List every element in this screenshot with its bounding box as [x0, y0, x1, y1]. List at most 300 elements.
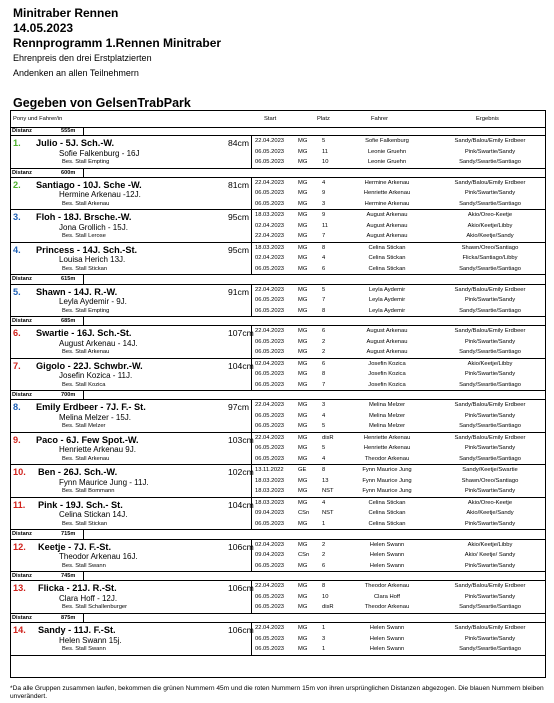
result-driver: Celina Stickan — [368, 510, 406, 517]
pony-height: 104cm — [228, 360, 254, 371]
race-result: Pink/Swartie/Sandy — [464, 190, 516, 197]
result-driver: Melina Melzer — [368, 412, 406, 419]
result-row — [11, 581, 545, 592]
distance-value: 700m — [61, 392, 76, 399]
pony-height: 97cm — [228, 402, 250, 413]
start-date: 22.04.2023 — [255, 328, 285, 335]
distance-value: 600m — [61, 169, 76, 176]
race-result: Sandy/Swartie/Santiago — [459, 349, 521, 356]
race-entry — [11, 433, 545, 466]
result-row — [11, 486, 545, 497]
distance-row — [11, 127, 545, 136]
entry-number: 6. — [13, 328, 21, 339]
result-row — [11, 253, 545, 264]
result-row — [11, 540, 545, 551]
pony-height: 107cm — [228, 328, 254, 339]
entry-number: 1. — [13, 138, 21, 149]
race-result: Akio/Oreo-Keetje — [467, 212, 513, 219]
entry-stable: Bes. Stall Lerose — [62, 233, 106, 240]
result-driver: Helen Swann — [369, 646, 405, 652]
distance-row — [11, 391, 545, 400]
result-row — [11, 561, 545, 572]
entry-number: 4. — [13, 244, 21, 255]
race-entry — [11, 540, 545, 573]
result-row — [11, 285, 545, 296]
result-row — [11, 644, 545, 655]
footnote: *Da alle Gruppen zusammen laufen, bekommen die grünen Nummern 45m und die roten Nummern 15m von ihren ursprünglichen Distanzen abgezogen. Die blauen Nummern bleiben unverändert. — [10, 685, 544, 700]
start-date: 18.03.2023 — [255, 499, 285, 506]
race-result: Sandy/Swartie/Santiago — [459, 159, 521, 166]
race-result: Sandy/Swartie/Santiago — [459, 646, 521, 652]
pony-height: 95cm — [228, 212, 250, 223]
start-date: 18.03.2023 — [255, 488, 285, 495]
col-fahrer: Fahrer — [371, 116, 389, 122]
result-row — [11, 380, 545, 391]
souvenir-note: Andenken an allen Teilnehmern — [13, 68, 139, 78]
entry-stable: Bes. Stall Arkenau — [62, 200, 110, 207]
entry-stable: Bes. Stall Empting — [62, 307, 110, 314]
result-driver: Helen Swann — [369, 625, 405, 631]
distance-label: Distanz — [12, 614, 32, 621]
start-date: 09.04.2023 — [255, 552, 285, 559]
start-date: 06.05.2023 — [255, 190, 285, 197]
entry-stable: Bes. Stall Stickan — [62, 265, 108, 272]
race-table — [10, 110, 546, 678]
result-driver: August Arkenau — [366, 328, 408, 335]
race-result: Pink/Swartie/Sandy — [464, 488, 516, 495]
result-row — [11, 476, 545, 487]
placement: 8 — [322, 583, 326, 590]
track-code: MG — [298, 635, 308, 642]
placement: 5 — [322, 423, 326, 430]
race-entry — [11, 178, 545, 211]
pony-name: Floh - 18J. Brsche.-W. — [36, 212, 132, 223]
placement: 6 — [322, 328, 326, 335]
start-date: 22.04.2023 — [255, 434, 285, 441]
race-entry — [11, 285, 545, 318]
placement: 6 — [322, 360, 326, 367]
race-result: Sandy/Balou/Emily Erdbeer — [454, 179, 526, 186]
result-driver: Leonie Gruehn — [367, 148, 407, 155]
placement: 3 — [322, 200, 326, 207]
entry-stable: Bes. Stall Kozica — [62, 381, 106, 388]
entry-number: 12. — [13, 541, 26, 552]
race-result: Sandy/Swartie/Santiago — [459, 307, 521, 314]
result-driver: August Arkenau — [366, 349, 408, 356]
result-driver: Helen Swann — [369, 541, 405, 548]
placement: 3 — [322, 402, 326, 409]
race-result: Sandy/Balou/Emily Erdbeer — [454, 138, 526, 145]
table-header — [11, 111, 545, 128]
result-row — [11, 337, 545, 348]
result-row — [11, 369, 545, 380]
result-driver: Melina Melzer — [368, 402, 406, 409]
result-row — [11, 623, 545, 634]
result-driver: Theodor Arkenau — [364, 604, 410, 611]
table-body — [11, 127, 545, 656]
track-code: MG — [298, 159, 308, 166]
entry-driver: Sofie Falkenburg - 16J — [59, 148, 140, 158]
col-ergebnis: Ergebnis — [476, 116, 499, 122]
track-code: MG — [298, 328, 308, 335]
track-code: MG — [298, 455, 308, 462]
start-date: 06.05.2023 — [255, 445, 285, 452]
track-code: MG — [298, 604, 308, 611]
result-row — [11, 359, 545, 370]
result-driver: Hermine Arkenau — [364, 200, 410, 207]
result-row — [11, 210, 545, 221]
track-code: MG — [298, 402, 308, 409]
placement: 10 — [322, 159, 329, 166]
entry-number: 3. — [13, 212, 21, 223]
start-date: 06.05.2023 — [255, 349, 285, 356]
race-entry — [11, 243, 545, 276]
race-result: Pink/Swartie/Sandy — [464, 593, 516, 600]
pony-name: Princess - 14J. Sch.-St. — [36, 244, 138, 255]
track-code: MG — [298, 297, 308, 304]
placement: 4 — [322, 255, 326, 262]
race-result: Pink/Swartie/Sandy — [464, 371, 516, 378]
pony-name: Ben - 26J. Sch.-W. — [38, 467, 118, 478]
entry-stable: Bes. Stall Melzer — [62, 423, 106, 430]
pony-height: 106cm — [228, 625, 254, 635]
result-driver: Leyla Aydemir — [368, 307, 406, 314]
placement: 3 — [322, 635, 326, 642]
placement: 2 — [322, 552, 326, 559]
placement: 8 — [322, 244, 326, 251]
start-date: 02.04.2023 — [255, 541, 285, 548]
distance-label: Distanz — [12, 318, 32, 325]
result-driver: Leyla Aydemir — [368, 286, 406, 293]
race-result: Sandy/Keetje/Swartie — [462, 467, 518, 474]
start-date: 06.05.2023 — [255, 635, 285, 642]
result-row — [11, 411, 545, 422]
result-driver: Theodor Arkenau — [364, 455, 410, 462]
pony-height: 103cm — [228, 434, 254, 445]
entry-driver: Melina Melzer - 15J. — [59, 412, 132, 422]
pony-name: Paco - 6J. Few Spot.-W. — [36, 434, 139, 445]
race-entry — [11, 359, 545, 392]
track-code: MG — [298, 477, 308, 484]
track-code: MG — [298, 488, 308, 495]
start-date: 02.04.2023 — [255, 255, 285, 262]
result-row — [11, 188, 545, 199]
start-date: 06.05.2023 — [255, 297, 285, 304]
result-driver: Celina Stickan — [368, 244, 406, 251]
track-code: MG — [298, 499, 308, 506]
placement: 13 — [322, 477, 329, 484]
result-driver: Leonie Gruehn — [367, 159, 407, 166]
result-driver: Josefin Kozica — [368, 371, 406, 378]
start-date: 18.03.2023 — [255, 244, 285, 251]
track-code: MG — [298, 562, 308, 569]
pony-name: Swartie - 16J. Sch.-St. — [36, 328, 132, 339]
pony-height: 95cm — [228, 244, 250, 255]
track-code: MG — [298, 338, 308, 345]
pony-height: 106cm — [228, 541, 254, 552]
track-code: MG — [298, 381, 308, 388]
result-row — [11, 264, 545, 275]
result-row — [11, 306, 545, 317]
race-result: Akio/Keetje/Sandy — [466, 233, 514, 240]
race-program-title: Rennprogramm 1.Rennen Minitraber — [13, 36, 222, 50]
race-result: Flicka/Santiago/Libby — [462, 255, 518, 262]
result-driver: August Arkenau — [366, 233, 408, 240]
entry-stable: Bes. Stall Arkenau — [62, 455, 110, 462]
track-code: MG — [298, 190, 308, 197]
track-code: MG — [298, 233, 308, 240]
race-result: Akio/Oreo-Keetje — [467, 499, 513, 506]
race-result: Shawn/Oreo/Santiago — [461, 244, 519, 251]
placement: 5 — [322, 445, 326, 452]
result-row — [11, 178, 545, 189]
placement: 8 — [322, 307, 326, 314]
distance-row — [11, 614, 545, 623]
placement: 11 — [322, 148, 329, 155]
race-entry — [11, 581, 545, 614]
start-date: 22.04.2023 — [255, 233, 285, 240]
race-result: Pink/Swartie/Sandy — [464, 297, 516, 304]
result-row — [11, 136, 545, 147]
pony-height: 106cm — [228, 583, 254, 594]
distance-row — [11, 275, 545, 284]
track-code: MG — [298, 222, 308, 229]
col-start: Start — [264, 116, 277, 122]
track-code: MG — [298, 179, 308, 186]
start-date: 06.05.2023 — [255, 604, 285, 611]
track-code: MG — [298, 520, 308, 527]
start-date: 02.04.2023 — [255, 360, 285, 367]
start-date: 18.03.2023 — [255, 477, 285, 484]
track-code: MG — [298, 286, 308, 293]
entry-stable: Bes. Stall Swann — [62, 562, 106, 569]
distance-value: 745m — [61, 573, 76, 580]
result-driver: Henriette Arkenau — [363, 445, 411, 452]
result-row — [11, 519, 545, 530]
placement: 9 — [322, 190, 326, 197]
track-code: MG — [298, 412, 308, 419]
race-result: Sandy/Swartie/Santiago — [459, 423, 521, 430]
placement: 5 — [322, 286, 326, 293]
race-entry — [11, 465, 545, 498]
entry-stable: Bes. Stall Empting — [62, 159, 110, 166]
start-date: 18.03.2023 — [255, 212, 285, 219]
entry-number: 9. — [13, 434, 21, 445]
result-row — [11, 326, 545, 337]
start-date: 13.11.2022 — [255, 467, 284, 474]
pony-height: 81cm — [228, 179, 250, 190]
result-row — [11, 199, 545, 210]
pony-name: Gigolo - 22J. Schwbr.-W. — [36, 360, 143, 371]
start-date: 06.05.2023 — [255, 265, 285, 272]
placement: 1 — [322, 646, 326, 652]
placement: NST — [322, 510, 334, 517]
sponsor-heading: Gegeben von GelsenTrabPark — [13, 96, 191, 110]
pony-name: Shawn - 14J. R.-W. — [36, 286, 118, 297]
entry-driver: Celina Stickan 14J. — [59, 510, 128, 520]
result-driver: Fynn Maurice Jung — [362, 467, 412, 474]
track-code: MG — [298, 349, 308, 356]
pony-name: Flicka - 21J. R.-St. — [38, 583, 117, 594]
result-row — [11, 443, 545, 454]
entry-stable: Bes. Stall Stickan — [62, 520, 108, 527]
pony-height: 104cm — [228, 499, 254, 510]
entry-driver: Helen Swann 15j. — [59, 635, 122, 645]
result-row — [11, 295, 545, 306]
start-date: 06.05.2023 — [255, 338, 285, 345]
entry-driver: Clara Hoff - 12J. — [59, 593, 118, 603]
start-date: 06.05.2023 — [255, 159, 285, 166]
result-driver: Henriette Arkenau — [363, 190, 411, 197]
start-date: 09.04.2023 — [255, 510, 285, 517]
result-driver: Henriette Arkenau — [363, 434, 411, 441]
track-code: GE — [298, 467, 307, 474]
track-code: MG — [298, 423, 308, 430]
result-row — [11, 454, 545, 465]
result-driver: Leyla Aydemir — [368, 297, 406, 304]
result-row — [11, 634, 545, 645]
result-driver: Hermine Arkenau — [364, 179, 410, 186]
pony-height: 91cm — [228, 286, 250, 297]
pony-name: Santiago - 10J. Sche -W. — [36, 179, 142, 190]
start-date: 06.05.2023 — [255, 371, 285, 378]
distance-label: Distanz — [12, 276, 32, 283]
race-result: Sandy/Balou/Emily Erdbeer — [454, 328, 526, 335]
result-row — [11, 231, 545, 242]
entry-stable: Bes. Stall Bommann — [62, 488, 115, 495]
result-row — [11, 498, 545, 509]
result-driver: Fynn Maurice Jung — [362, 477, 412, 484]
race-entry — [11, 136, 545, 169]
race-result: Sandy/Balou/Emily Erdbeer — [454, 625, 526, 631]
race-entry — [11, 326, 545, 359]
placement: 9 — [322, 212, 326, 219]
placement: 4 — [322, 499, 326, 506]
track-code: MG — [298, 148, 308, 155]
result-row — [11, 147, 545, 158]
start-date: 22.04.2023 — [255, 138, 285, 145]
race-result: Sandy/Swartie/Santiago — [459, 200, 521, 207]
placement: 1 — [322, 625, 326, 631]
race-result: Pink/Swartie/Sandy — [464, 445, 516, 452]
start-date: 06.05.2023 — [255, 381, 285, 388]
track-code: MG — [298, 212, 308, 219]
race-result: Sandy/Balou/Emily Erdbeer — [454, 402, 526, 409]
doc-date: 14.05.2023 — [13, 21, 74, 35]
entry-number: 5. — [13, 286, 21, 297]
distance-row — [11, 169, 545, 178]
placement: 10 — [322, 593, 329, 600]
result-driver: Clara Hoff — [374, 593, 400, 600]
track-code: MG — [298, 646, 308, 652]
race-result: Akio/Keetje/Libby — [467, 222, 513, 229]
pony-height: 84cm — [228, 138, 250, 149]
result-driver: Helen Swann — [369, 562, 405, 569]
placement: 5 — [322, 138, 326, 145]
track-code: MG — [298, 138, 308, 145]
placement: 4 — [322, 179, 326, 186]
start-date: 06.05.2023 — [255, 593, 285, 600]
distance-value: 555m — [61, 128, 76, 134]
result-driver: Josefin Kozica — [368, 381, 406, 388]
race-result: Akio/Keetje/Libby — [467, 541, 513, 548]
placement: 8 — [322, 371, 326, 378]
entry-driver: Leyla Aydemir - 9J. — [59, 297, 127, 307]
entry-number: 7. — [13, 360, 21, 371]
track-code: MG — [298, 583, 308, 590]
pony-height: 102cm — [228, 467, 254, 478]
track-code: MG — [298, 541, 308, 548]
entry-number: 2. — [13, 179, 21, 190]
track-code: MG — [298, 360, 308, 367]
start-date: 22.04.2023 — [255, 286, 285, 293]
distance-label: Distanz — [12, 128, 32, 134]
distance-label: Distanz — [12, 392, 32, 399]
entry-number: 13. — [13, 583, 26, 594]
entry-stable: Bes. Stall Schallenburger — [62, 604, 128, 611]
track-code: MG — [298, 244, 308, 251]
start-date: 22.04.2023 — [255, 625, 285, 631]
placement: 4 — [322, 455, 326, 462]
start-date: 06.05.2023 — [255, 423, 285, 430]
placement: 7 — [322, 233, 326, 240]
result-row — [11, 592, 545, 603]
result-driver: Helen Swann — [369, 552, 405, 559]
distance-value: 685m — [61, 318, 76, 325]
placement: 7 — [322, 381, 326, 388]
placement: 2 — [322, 338, 326, 345]
entry-stable: Bes. Stall Arkenau — [62, 349, 110, 356]
race-entry — [11, 400, 545, 433]
result-driver: Helen Swann — [369, 635, 405, 642]
track-code: MG — [298, 625, 308, 631]
race-result: Pink/Swartie/Sandy — [464, 562, 516, 569]
track-code: MG — [298, 434, 308, 441]
start-date: 22.04.2023 — [255, 402, 285, 409]
start-date: 06.05.2023 — [255, 562, 285, 569]
result-driver: Celina Stickan — [368, 499, 406, 506]
result-row — [11, 400, 545, 411]
placement: 2 — [322, 541, 326, 548]
placement: 1 — [322, 520, 326, 527]
prize-note: Ehrenpreis den drei Erstplatzierten — [13, 53, 152, 63]
distance-value: 715m — [61, 531, 76, 538]
entry-driver: Josefin Kozica - 11J. — [59, 371, 133, 381]
result-driver: Melina Melzer — [368, 423, 406, 430]
race-result: Sandy/Swartie/Santiago — [459, 265, 521, 272]
start-date: 06.05.2023 — [255, 200, 285, 207]
race-entry — [11, 623, 545, 656]
placement: 7 — [322, 297, 326, 304]
race-result: Pink/Swartie/Sandy — [464, 148, 516, 155]
entry-driver: Louisa Herich 13J. — [59, 255, 126, 265]
placement: disR — [322, 604, 334, 611]
race-result: Shawn/Oreo/Santiago — [461, 477, 519, 484]
race-result: Pink/Swartie/Sandy — [464, 520, 516, 527]
track-code: MG — [298, 593, 308, 600]
start-date: 02.04.2023 — [255, 222, 285, 229]
start-date: 06.05.2023 — [255, 646, 285, 652]
start-date: 22.04.2023 — [255, 583, 285, 590]
entry-driver: Theodor Arkenau 16J. — [59, 552, 138, 562]
result-row — [11, 243, 545, 254]
race-entry — [11, 498, 545, 531]
start-date: 06.05.2023 — [255, 520, 285, 527]
start-date: 22.04.2023 — [255, 179, 285, 186]
distance-row — [11, 530, 545, 539]
entry-driver: August Arkenau - 14J. — [59, 338, 138, 348]
pony-name: Emily Erdbeer - 7J. F.- St. — [36, 402, 146, 413]
